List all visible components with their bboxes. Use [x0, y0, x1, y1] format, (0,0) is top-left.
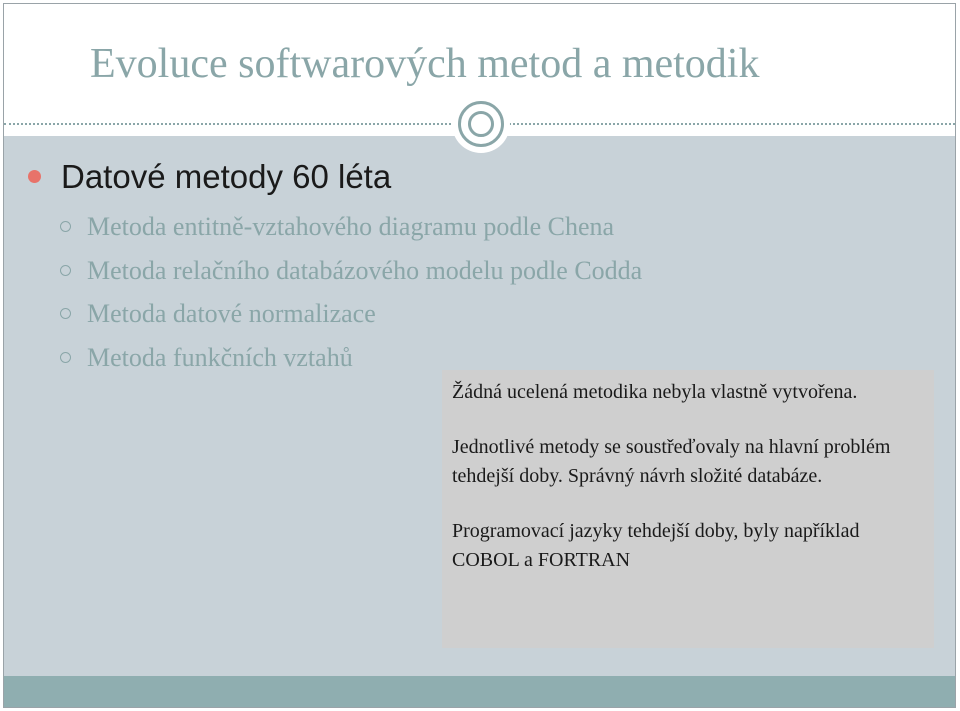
note-paragraph: Programovací jazyky tehdejší doby, byly například COBOL a FORTRAN [452, 520, 860, 571]
hollow-circle-bullet-icon [60, 265, 71, 276]
sub-bullet-item [60, 205, 642, 249]
hollow-circle-bullet-icon [60, 221, 71, 232]
sub-bullet-text: Metoda entitně-vztahového diagramu podle Chena [87, 212, 615, 242]
footer-bar [4, 676, 955, 708]
outer-ring [458, 101, 504, 147]
sub-bullet-text: Metoda relačního databázového modelu podle Codda [87, 255, 643, 285]
note-paragraph: Žádná ucelená metodika nebyla vlastně vytvořena. [452, 381, 858, 403]
sub-bullet-text: Metoda funkčních vztahů [87, 342, 353, 372]
concentric-circles-icon [452, 95, 510, 153]
note-paragraph: Jednotlivé metody se soustřeďovaly na hlavní problém tehdejší doby. Správný návrh složité databáze. [452, 436, 891, 487]
note-box [442, 370, 934, 648]
hollow-circle-bullet-icon [60, 308, 71, 319]
sub-bullet-list [60, 205, 642, 379]
main-bullet [28, 157, 391, 197]
main-bullet-text: Datové metody 60 léta [61, 158, 392, 195]
sub-bullet-item [60, 249, 642, 293]
slide-title: Evoluce softwarových metod a metodik [90, 41, 760, 87]
filled-circle-bullet-icon [28, 170, 41, 183]
hollow-circle-bullet-icon [60, 352, 71, 363]
inner-ring [468, 111, 494, 137]
sub-bullet-item [60, 292, 642, 336]
sub-bullet-text: Metoda datové normalizace [87, 299, 376, 329]
